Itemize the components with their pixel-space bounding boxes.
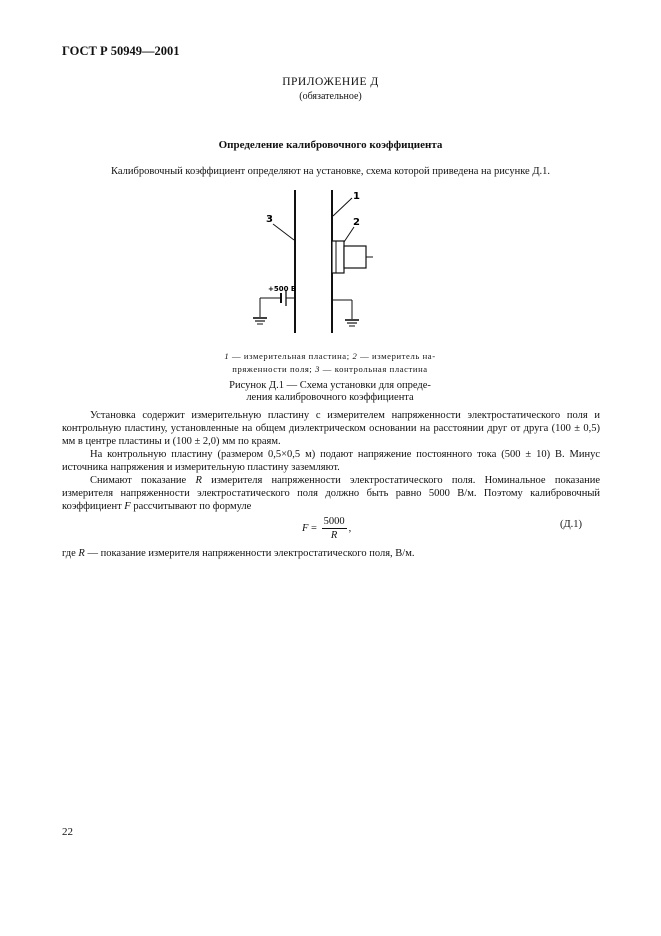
- ground-symbol-right: [345, 320, 359, 326]
- leader-1: [333, 198, 352, 216]
- p3-symbol-f: F: [124, 500, 131, 512]
- label-3: 3: [266, 214, 273, 225]
- legend-num-1: 1: [224, 351, 230, 361]
- label-2: 2: [353, 217, 360, 228]
- caption-line-1: Рисунок Д.1 — Схема установки для опреде-: [229, 380, 431, 391]
- where-text-b: — показание измерителя напряженности электростатического поля, В/м.: [84, 548, 415, 559]
- formula-denominator: R: [330, 530, 338, 541]
- legend-text-3: пряженности поля;: [232, 364, 316, 374]
- p3-text-a: Снимают показание: [90, 475, 196, 486]
- legend-num-3: 3: [315, 364, 321, 374]
- field-meter-probe: [332, 241, 344, 273]
- ground-symbol-left: [253, 318, 267, 324]
- intro-text: Калибровочный коэффициент определяют на установке, схема которой приведена на рисунке Д.1.: [111, 166, 550, 177]
- appendix-title: ПРИЛОЖЕНИЕ Д: [282, 76, 379, 88]
- figure-legend: [190, 350, 470, 376]
- formula-explanation: [62, 548, 414, 559]
- formula-eq: =: [308, 522, 320, 534]
- document-header: ГОСТ Р 50949—2001: [62, 44, 180, 58]
- leader-3: [273, 224, 294, 240]
- formula-lhs: F: [302, 522, 309, 534]
- setup-diagram: [240, 190, 390, 340]
- where-symbol-r: R: [78, 548, 85, 559]
- legend-line-1: [190, 350, 470, 363]
- appendix-status: (обязательное): [299, 91, 362, 102]
- paragraph-voltage: На контрольную пластину (размером 0,5×0,5 м) подают напряжение постоянного тока (500 ± 10) В. Минус источника напряжения и измерительную пластину заземляют.: [62, 449, 600, 473]
- paragraph-reading: [62, 475, 600, 513]
- legend-text-1: — измерительная пластина;: [229, 351, 353, 361]
- p3-symbol-r: R: [195, 475, 202, 486]
- legend-num-2: 2: [352, 351, 358, 361]
- p3-text-c: рассчитывают по формуле: [130, 500, 252, 512]
- leader-2: [344, 227, 354, 242]
- formula-tail: ,: [348, 522, 352, 534]
- legend-text-2: — измеритель на-: [357, 351, 436, 361]
- formula-numerator: 5000: [323, 516, 345, 527]
- p3-text-b: измерителя напряженности электростатического поля. Номинальное показание измерителя напряженности электростатического поля должно быть равно 5000 В/м. Поэтому калибровочный коэффициент: [62, 475, 600, 512]
- legend-line-2: [190, 363, 470, 376]
- caption-line-2: ления калибровочного коэффициента: [246, 392, 414, 403]
- where-text-a: где: [62, 548, 79, 559]
- field-meter-body: [344, 246, 366, 268]
- section-title: Определение калибровочного коэффициента: [218, 139, 443, 151]
- label-1: 1: [353, 191, 360, 202]
- formula-fraction: [322, 515, 347, 542]
- paragraph-setup: Установка содержит измерительную пластину с измерителем напряженности электростатического поля и контрольную пластину, установленные на общем диэлектрическом основании на расстоянии друг от друга (100 ± 0,5) мм в центре пластины и (100 ± 2,0) мм по краям.: [62, 410, 600, 447]
- formula-number: (Д.1): [560, 519, 583, 530]
- legend-text-4: — контрольная пластина: [320, 364, 428, 374]
- voltage-label: +500 В: [268, 285, 297, 293]
- figure-caption: [190, 380, 470, 404]
- page-number: 22: [62, 826, 73, 838]
- formula: [302, 515, 351, 542]
